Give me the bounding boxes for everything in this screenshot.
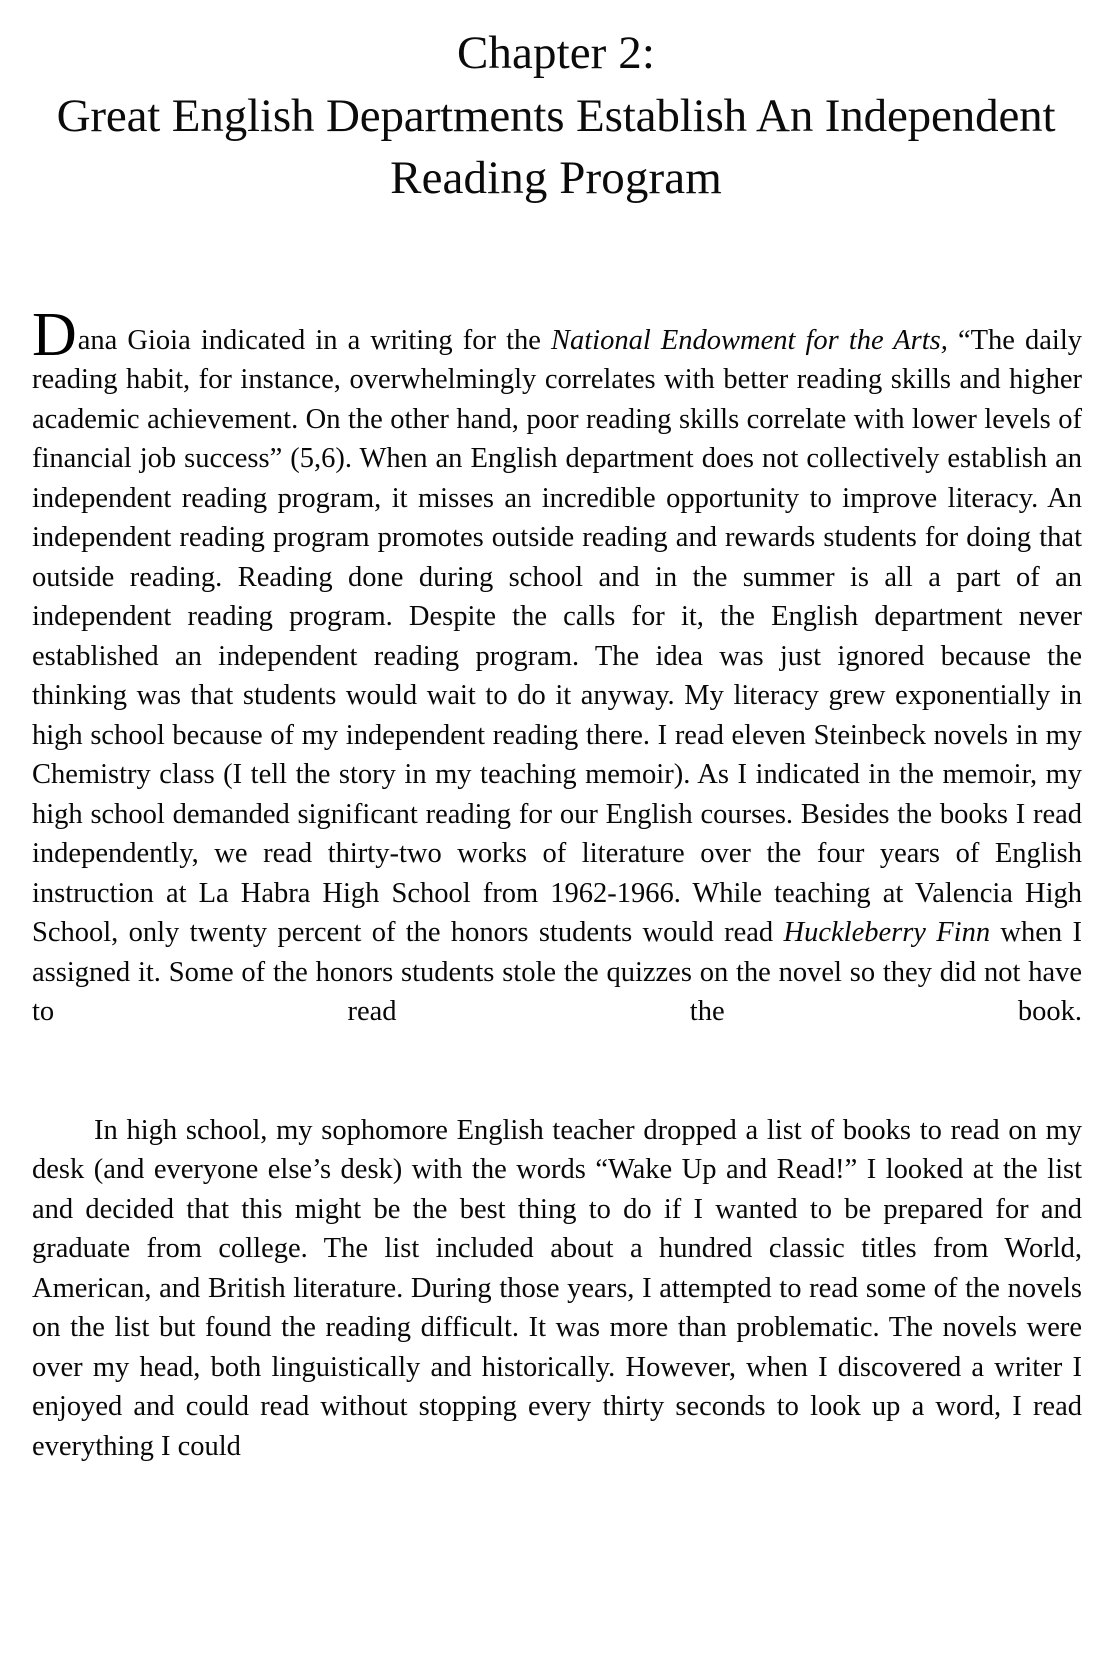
paragraph-1	[32, 300, 1083, 1072]
text-run: ana Gioia indicated in a writing for the	[77, 324, 551, 356]
chapter-title-line-1: Chapter 2:	[456, 27, 656, 79]
paragraph-2	[32, 1111, 1082, 1467]
text-run: In high school, my sophomore English teacher dropped a list of books to read on my desk (and everyone else’s desk) with the words “Wake Up and Read!” I looked at the list and decided that this might be the best thing to do if I wanted to be prepared for and graduate from college. The list included about a hundred classic titles from World, American, and British literature. During those years, I attempted to read some of the novels on the list but found the reading difficult. It was more than problematic. The novels were over my head, both linguistically and historically. However, when I discovered a writer I enjoyed and could read without stopping every thirty seconds to look up a word, I read everything I could	[32, 1114, 1082, 1462]
italic-title-run: Huckleberry Finn	[783, 917, 991, 948]
drop-cap: D	[32, 300, 77, 369]
text-run: “The daily reading habit, for instance, overwhelmingly correlates with better reading skills and higher academic achievement. On the other hand, poor reading skills correlate with lower levels of financial job success” (5,6). When an English department does not collectively establish an independent reading program, it misses an incredible opportunity to improve literacy. An independent reading program promotes outside reading and rewards students for doing that outside reading. Reading done during school and in the summer is all a part of an independent reading program. Despite the calls for it, the English department never established an independent reading program. The idea was just ignored because the thinking was that students would wait to do it anyway. My literacy grew exponentially in high school because of my independent reading there. I read eleven Steinbeck novels in my Chemistry class (I tell the story in my teaching memoir). As I indicated in the memoir, my high school demanded significant reading for our English courses. Besides the books I read independently, we read thirty-two works of literature over the four years of English instruction at La Habra High School from 1962-1966. While teaching at Valencia High School, only twenty percent of the honors students would read	[32, 324, 1083, 948]
chapter-title-line-3: Reading Program	[390, 152, 722, 204]
body-text-area	[0, 300, 1112, 1467]
text-run: when I assigned it. Some of the honors students stole the quizzes on the novel so they did not have to read the book.	[32, 917, 1082, 1027]
italic-title-run: National Endowment for the Arts,	[551, 324, 948, 356]
chapter-title-line-2: Great English Departments Establish An Independent	[56, 89, 1056, 142]
chapter-title	[0, 0, 1112, 210]
